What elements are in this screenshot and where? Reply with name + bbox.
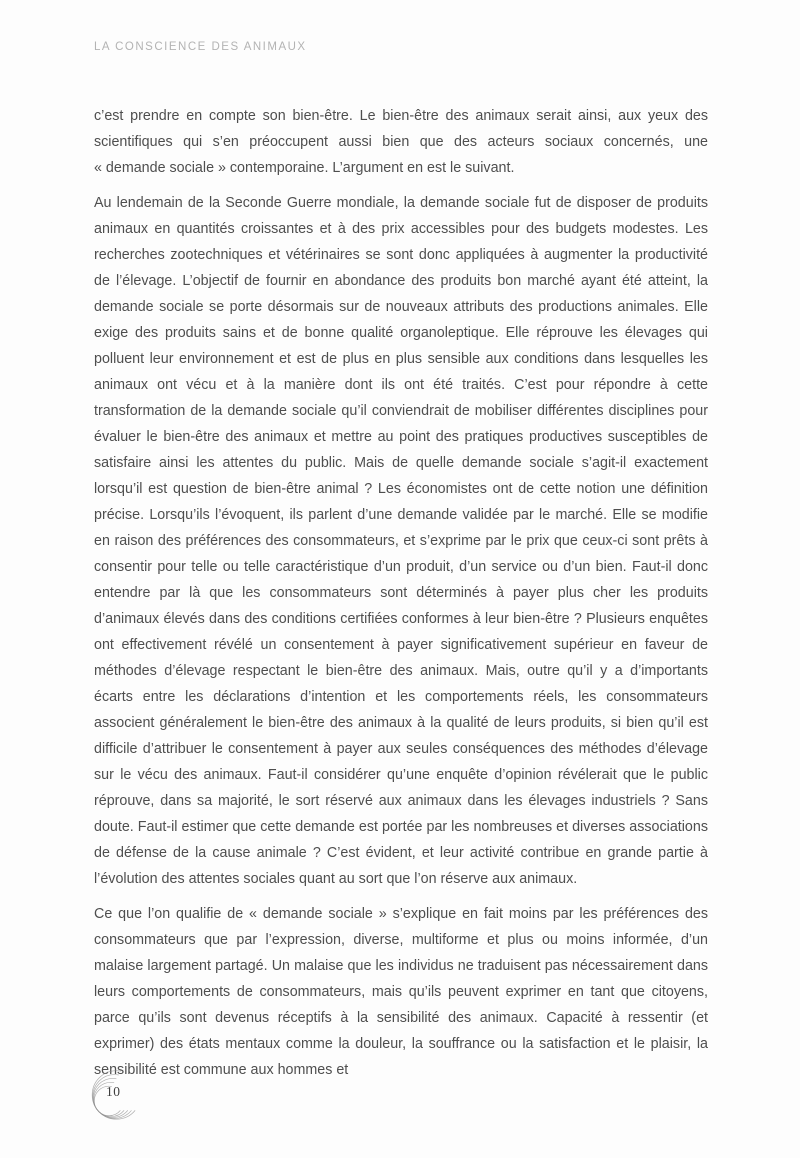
body-paragraph-1: c’est prendre en compte son bien-être. Le bien-être des animaux serait ainsi, aux yeux des scientifiques qui s’en préoccupent aussi bien que des acteurs sociaux concernés, une « demande sociale » contemporaine. L’argument en est le suivant. [94,108,708,176]
running-header: LA CONSCIENCE DES ANIMAUX [94,41,307,53]
body-paragraph-3: Ce que l’on qualifie de « demande sociale » s’explique en fait moins par les préférences des consommateurs que par l’expression, diverse, multiforme et plus ou moins informée, d’un malaise largement partagé. Un malaise que les individus ne traduisent pas nécessairement dans leurs comportements de consommateurs, mais qu’ils peuvent exprimer en tant que citoyens, parce qu’ils sont devenus réceptifs à la sensibilité des animaux. Capacité à ressentir (et exprimer) des états mentaux comme la douleur, la souffrance ou la satisfaction et le plaisir, la sensibilité est commune aux hommes et [94,906,708,1078]
page-number: 10 [106,1084,121,1099]
body-paragraph-2: Au lendemain de la Seconde Guerre mondiale, la demande sociale fut de disposer de produits animaux en quantités croissantes et à des prix accessibles pour des budgets modestes. Les recherches zootechniques et vétérinaires se sont donc appliquées à augmenter la productivité de l’élevage. L’objectif de fournir en abondance des produits bon marché ayant été atteint, la demande sociale se porte désormais sur de nouveaux attributs des productions animales. Elle exige des produits sains et de bonne qualité organoleptique. Elle réprouve les élevages qui polluent leur environnement et est de plus en plus sensible aux conditions dans lesquelles les animaux ont vécu et à la manière dont ils ont été traités. C’est pour répondre à cette transformation de la demande sociale qu’il conviendrait de mobiliser différentes disciplines pour évaluer le bien-être des animaux et mettre au point des pratiques productives susceptibles de satisfaire ainsi les attentes du public. Mais de quelle demande sociale s’agit-il exactement lorsqu’il est question de bien-être animal ? Les économistes ont de cette notion une définition précise. Lorsqu’ils l’évoquent, ils parlent d’une demande validée par le marché. Elle se modifie en raison des préférences des consommateurs, et s’exprime par le prix que ceux-ci sont prêts à consentir pour telle ou telle caractéristique d’un produit, d’un service ou d’un bien. Faut-il donc entendre par là que les consommateurs sont déterminés à payer plus cher les produits d’animaux élevés dans des conditions certifiées conformes à leur bien-être ? Plusieurs enquêtes ont effectivement révélé un consentement à payer significativement supérieur en faveur de méthodes d’élevage respectant le bien-être des animaux. Mais, outre qu’il y a d’importants écarts entre les déclarations d’intention et les comportements réels, les consommateurs associent généralement le bien-être des animaux à la qualité de leurs produits, si bien qu’il est difficile d’attribuer le consentement à payer aux seules conséquences des méthodes d’élevage sur le vécu des animaux. Faut-il considérer qu’une enquête d’opinion révélerait que le public réprouve, dans sa majorité, le sort réservé aux animaux dans les élevages industriels ? Sans doute. Faut-il estimer que cette demande est portée par les nombreuses et diverses associations de défense de la cause animale ? C’est évident, et leur activité contribue en grande partie à l’évolution des attentes sociales quant au sort que l’on réserve aux animaux. [94,195,708,887]
body-text [94,103,708,1092]
